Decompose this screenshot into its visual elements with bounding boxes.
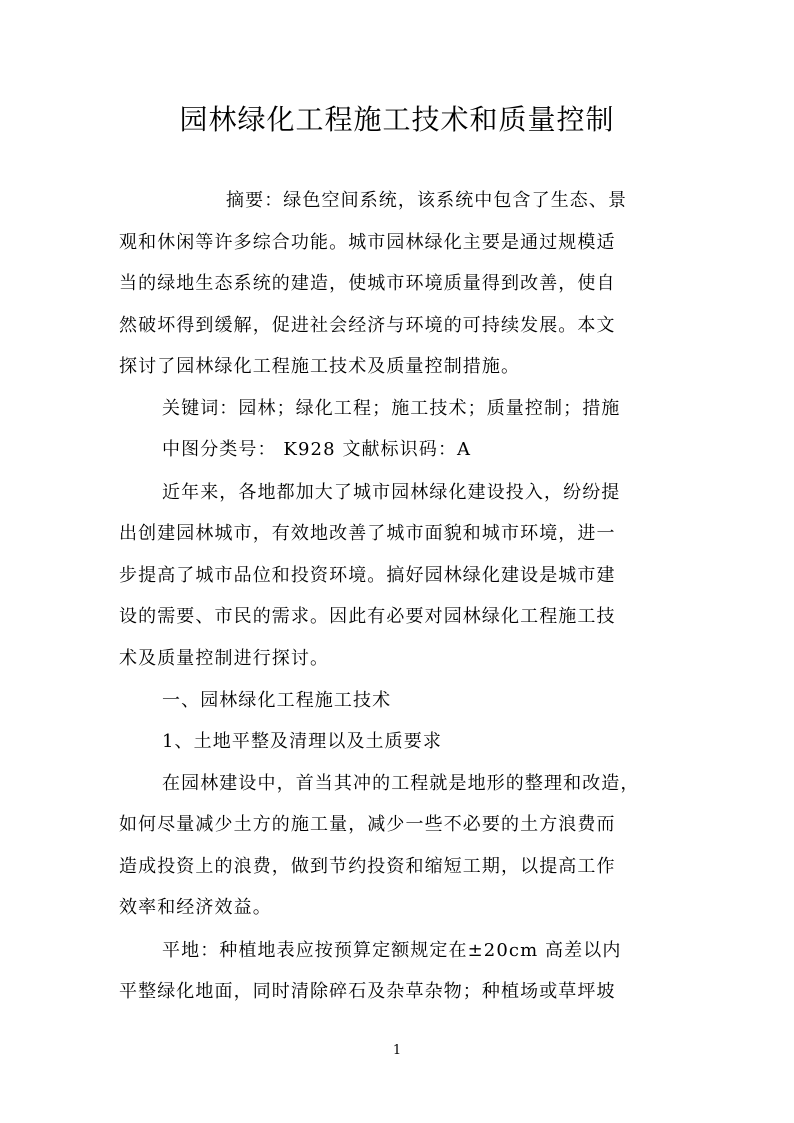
intro-line-5: 术及质量控制进行探讨。: [119, 648, 330, 669]
keywords-line: 关键词：园林；绿化工程；施工技术；质量控制；措施: [162, 398, 621, 419]
intro-line-1: 近年来，各地都加大了城市园林绿化建设投入，纷纷提: [162, 482, 621, 503]
para2-line-2: 平整绿化地面，同时清除碎石及杂草杂物；种植场或草坪坡: [119, 981, 616, 1002]
abstract-line-1: 摘要：绿色空间系统，该系统中包含了生态、景: [226, 190, 628, 211]
para2-line-1: 平地：种植地表应按预算定额规定在±20cm 高差以内: [162, 940, 622, 961]
document-title: 园林绿化工程施工技术和质量控制: [179, 103, 615, 136]
para1-line-4: 效率和经济效益。: [119, 897, 272, 918]
para1-line-1: 在园林建设中，首当其冲的工程就是地形的整理和改造，: [162, 773, 640, 794]
subsection-heading-1: 1、土地平整及清理以及土质要求: [162, 731, 442, 752]
intro-line-2: 出创建园林城市，有效地改善了城市面貌和城市环境，进一: [119, 523, 616, 544]
intro-line-4: 设的需要、市民的需求。因此有必要对园林绿化工程施工技: [119, 606, 616, 627]
intro-line-3: 步提高了城市品位和投资环境。搞好园林绿化建设是城市建: [119, 565, 616, 586]
abstract-line-5: 探讨了园林绿化工程施工技术及质量控制措施。: [119, 356, 521, 377]
para1-line-2: 如何尽量减少土方的施工量，减少一些不必要的土方浪费而: [119, 814, 616, 835]
classification-line: 中图分类号： K928 文献标识码：A: [162, 439, 472, 460]
abstract-line-2: 观和休闲等许多综合功能。城市园林绿化主要是通过规模适: [119, 232, 616, 253]
section-heading-1: 一、园林绿化工程施工技术: [162, 690, 392, 711]
para1-line-3: 造成投资上的浪费，做到节约投资和缩短工期，以提高工作: [119, 856, 616, 877]
page-number: 1: [392, 1043, 402, 1058]
abstract-line-4: 然破坏得到缓解，促进社会经济与环境的可持续发展。本文: [119, 315, 616, 336]
abstract-line-3: 当的绿地生态系统的建造，使城市环境质量得到改善，使自: [119, 273, 616, 294]
